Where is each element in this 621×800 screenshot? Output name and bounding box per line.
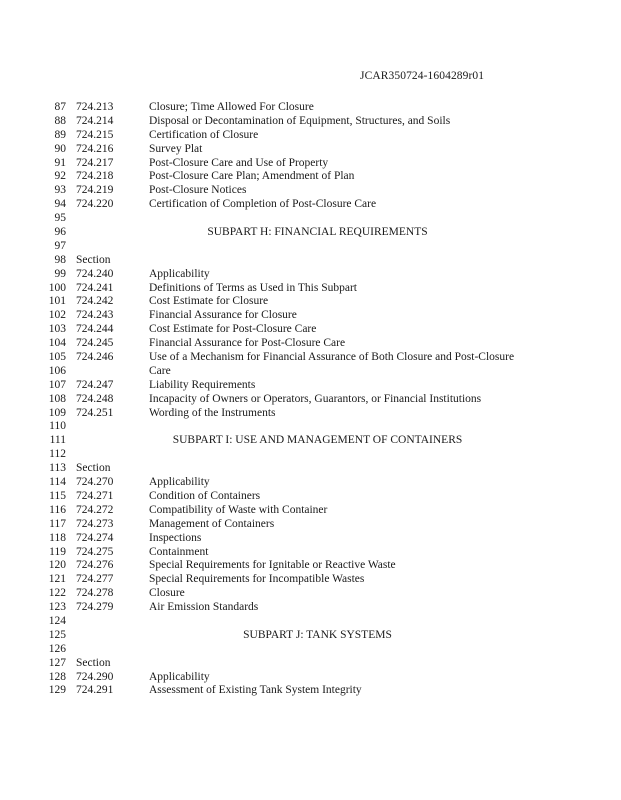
toc-line xyxy=(0,351,621,365)
toc-line xyxy=(0,337,621,351)
line-number: 116 xyxy=(49,503,66,516)
section-number: 724.276 xyxy=(76,559,114,572)
line-number: 107 xyxy=(48,378,66,391)
section-title: Certification of Closure xyxy=(149,128,259,141)
section-number: 724.272 xyxy=(76,503,114,516)
toc-line xyxy=(0,268,621,282)
section-title: Wording of the Instruments xyxy=(149,406,276,419)
line-number: 104 xyxy=(48,337,66,350)
section-title: Certification of Completion of Post-Closure Care xyxy=(149,198,377,211)
toc-line xyxy=(0,101,621,115)
line-number: 108 xyxy=(48,392,66,405)
line-number: 111 xyxy=(49,434,66,447)
toc-line xyxy=(0,393,621,407)
line-number: 100 xyxy=(48,281,66,294)
toc-line xyxy=(0,365,621,379)
line-number: 119 xyxy=(49,545,66,558)
toc-line xyxy=(0,532,621,546)
toc-line xyxy=(0,546,621,560)
document-id: JCAR350724-1604289r01 xyxy=(360,70,485,82)
subpart-heading-line xyxy=(0,434,621,448)
line-number: 129 xyxy=(48,684,66,697)
section-number: 724.216 xyxy=(76,142,114,155)
section-number: 724.220 xyxy=(76,198,114,211)
line-number: 94 xyxy=(54,198,66,211)
section-number: 724.246 xyxy=(76,351,114,364)
section-title: Post-Closure Care Plan; Amendment of Plan xyxy=(149,170,355,183)
line-number: 106 xyxy=(48,364,66,377)
line-number: 93 xyxy=(54,184,66,197)
line-number: 112 xyxy=(49,448,66,461)
section-number: 724.275 xyxy=(76,545,114,558)
section-number: Section xyxy=(76,253,111,266)
section-title: Applicability xyxy=(149,476,210,489)
line-number: 113 xyxy=(49,462,66,475)
line-number: 115 xyxy=(49,489,66,502)
toc-line xyxy=(0,379,621,393)
subpart-heading-line xyxy=(0,226,621,240)
toc-line xyxy=(0,684,621,698)
section-title: Condition of Containers xyxy=(149,489,261,502)
toc-line xyxy=(0,462,621,476)
toc-line xyxy=(0,309,621,323)
toc-line xyxy=(0,129,621,143)
toc-line xyxy=(0,115,621,129)
toc-line xyxy=(0,573,621,587)
section-number: 724.240 xyxy=(76,267,114,280)
toc-line xyxy=(0,198,621,212)
line-number: 114 xyxy=(49,476,66,489)
line-number: 126 xyxy=(48,642,66,655)
line-number: 105 xyxy=(48,351,66,364)
line-number: 124 xyxy=(48,614,66,627)
section-number: 724.290 xyxy=(76,670,114,683)
line-number: 128 xyxy=(48,670,66,683)
section-title: Cost Estimate for Closure xyxy=(149,295,269,308)
section-number: 724.273 xyxy=(76,517,114,530)
line-number: 127 xyxy=(48,656,66,669)
line-number: 91 xyxy=(54,156,66,169)
subpart-heading: SUBPART I: USE AND MANAGEMENT OF CONTAINERS xyxy=(172,434,463,447)
section-title: Cost Estimate for Post-Closure Care xyxy=(149,323,317,336)
section-title: Post-Closure Notices xyxy=(149,184,247,197)
section-number: 724.271 xyxy=(76,489,114,502)
section-number: 724.278 xyxy=(76,587,114,600)
section-title: Containment xyxy=(149,545,209,558)
toc-line xyxy=(0,601,621,615)
toc-line xyxy=(0,282,621,296)
section-number: 724.291 xyxy=(76,684,114,697)
section-number: 724.243 xyxy=(76,309,114,322)
line-number: 97 xyxy=(54,239,66,252)
section-title: Post-Closure Care and Use of Property xyxy=(149,156,329,169)
toc-line xyxy=(0,657,621,671)
toc-line xyxy=(0,504,621,518)
line-number: 125 xyxy=(48,628,66,641)
line-number: 101 xyxy=(48,295,66,308)
line-number: 95 xyxy=(54,212,66,225)
section-number: 724.218 xyxy=(76,170,114,183)
section-number: 724.241 xyxy=(76,281,114,294)
section-title: Financial Assurance for Closure xyxy=(149,309,297,322)
section-title: Survey Plat xyxy=(149,142,203,155)
line-number: 123 xyxy=(48,601,66,614)
line-number: 121 xyxy=(48,573,66,586)
section-title: Financial Assurance for Post-Closure Care xyxy=(149,337,346,350)
section-number: 724.245 xyxy=(76,337,114,350)
line-number: 90 xyxy=(54,142,66,155)
line-number: 88 xyxy=(54,114,66,127)
section-number: Section xyxy=(76,656,111,669)
section-title: Assessment of Existing Tank System Integrity xyxy=(149,684,362,697)
section-title: Air Emission Standards xyxy=(149,601,259,614)
line-number: 122 xyxy=(48,587,66,600)
toc-line xyxy=(0,184,621,198)
section-number: 724.270 xyxy=(76,476,114,489)
toc-line xyxy=(0,671,621,685)
toc-line xyxy=(0,476,621,490)
section-number: 724.247 xyxy=(76,378,114,391)
toc-line xyxy=(0,490,621,504)
line-number: 98 xyxy=(54,253,66,266)
table-of-contents xyxy=(0,101,621,698)
line-number: 99 xyxy=(54,267,66,280)
line-number: 110 xyxy=(49,420,66,433)
section-title: Closure xyxy=(149,587,185,600)
section-number: 724.213 xyxy=(76,101,114,113)
toc-line xyxy=(0,559,621,573)
section-number: 724.244 xyxy=(76,323,114,336)
line-number: 102 xyxy=(48,309,66,322)
subpart-heading-line xyxy=(0,629,621,643)
section-number: 724.279 xyxy=(76,601,114,614)
line-number: 87 xyxy=(54,101,66,113)
section-title: Inspections xyxy=(149,531,202,544)
toc-line xyxy=(0,420,621,434)
section-number: 724.277 xyxy=(76,573,114,586)
section-title: Incapacity of Owners or Operators, Guarantors, or Financial Institutions xyxy=(149,392,482,405)
toc-line xyxy=(0,407,621,421)
line-number: 103 xyxy=(48,323,66,336)
section-number: 724.214 xyxy=(76,114,114,127)
section-title: Compatibility of Waste with Container xyxy=(149,503,328,516)
toc-line xyxy=(0,157,621,171)
section-title: Use of a Mechanism for Financial Assurance of Both Closure and Post-Closure xyxy=(149,351,515,364)
section-title: Care xyxy=(149,364,171,377)
section-title: Special Requirements for Ignitable or Reactive Waste xyxy=(149,559,396,572)
section-title: Disposal or Decontamination of Equipment, Structures, and Soils xyxy=(149,114,451,127)
toc-line xyxy=(0,170,621,184)
toc-line xyxy=(0,518,621,532)
line-number: 109 xyxy=(48,406,66,419)
toc-line xyxy=(0,143,621,157)
section-number: 724.274 xyxy=(76,531,114,544)
line-number: 118 xyxy=(49,531,66,544)
line-number: 89 xyxy=(54,128,66,141)
toc-line xyxy=(0,295,621,309)
section-number: Section xyxy=(76,462,111,475)
toc-line xyxy=(0,587,621,601)
line-number: 120 xyxy=(48,559,66,572)
toc-line xyxy=(0,254,621,268)
subpart-heading: SUBPART J: TANK SYSTEMS xyxy=(243,628,392,641)
line-number: 96 xyxy=(54,226,66,239)
section-number: 724.242 xyxy=(76,295,114,308)
section-title: Management of Containers xyxy=(149,517,275,530)
toc-line xyxy=(0,212,621,226)
section-title: Applicability xyxy=(149,267,210,280)
section-title: Applicability xyxy=(149,670,210,683)
section-number: 724.217 xyxy=(76,156,114,169)
section-title: Definitions of Terms as Used in This Subpart xyxy=(149,281,357,294)
subpart-heading: SUBPART H: FINANCIAL REQUIREMENTS xyxy=(207,226,428,239)
toc-line xyxy=(0,323,621,337)
line-number: 117 xyxy=(49,517,66,530)
section-number: 724.215 xyxy=(76,128,114,141)
toc-line xyxy=(0,615,621,629)
section-title: Liability Requirements xyxy=(149,378,256,391)
line-number: 92 xyxy=(54,170,66,183)
section-title: Closure; Time Allowed For Closure xyxy=(149,101,314,113)
section-number: 724.251 xyxy=(76,406,114,419)
section-number: 724.219 xyxy=(76,184,114,197)
section-title: Special Requirements for Incompatible Wastes xyxy=(149,573,365,586)
toc-line xyxy=(0,643,621,657)
toc-line xyxy=(0,240,621,254)
section-number: 724.248 xyxy=(76,392,114,405)
toc-line xyxy=(0,448,621,462)
